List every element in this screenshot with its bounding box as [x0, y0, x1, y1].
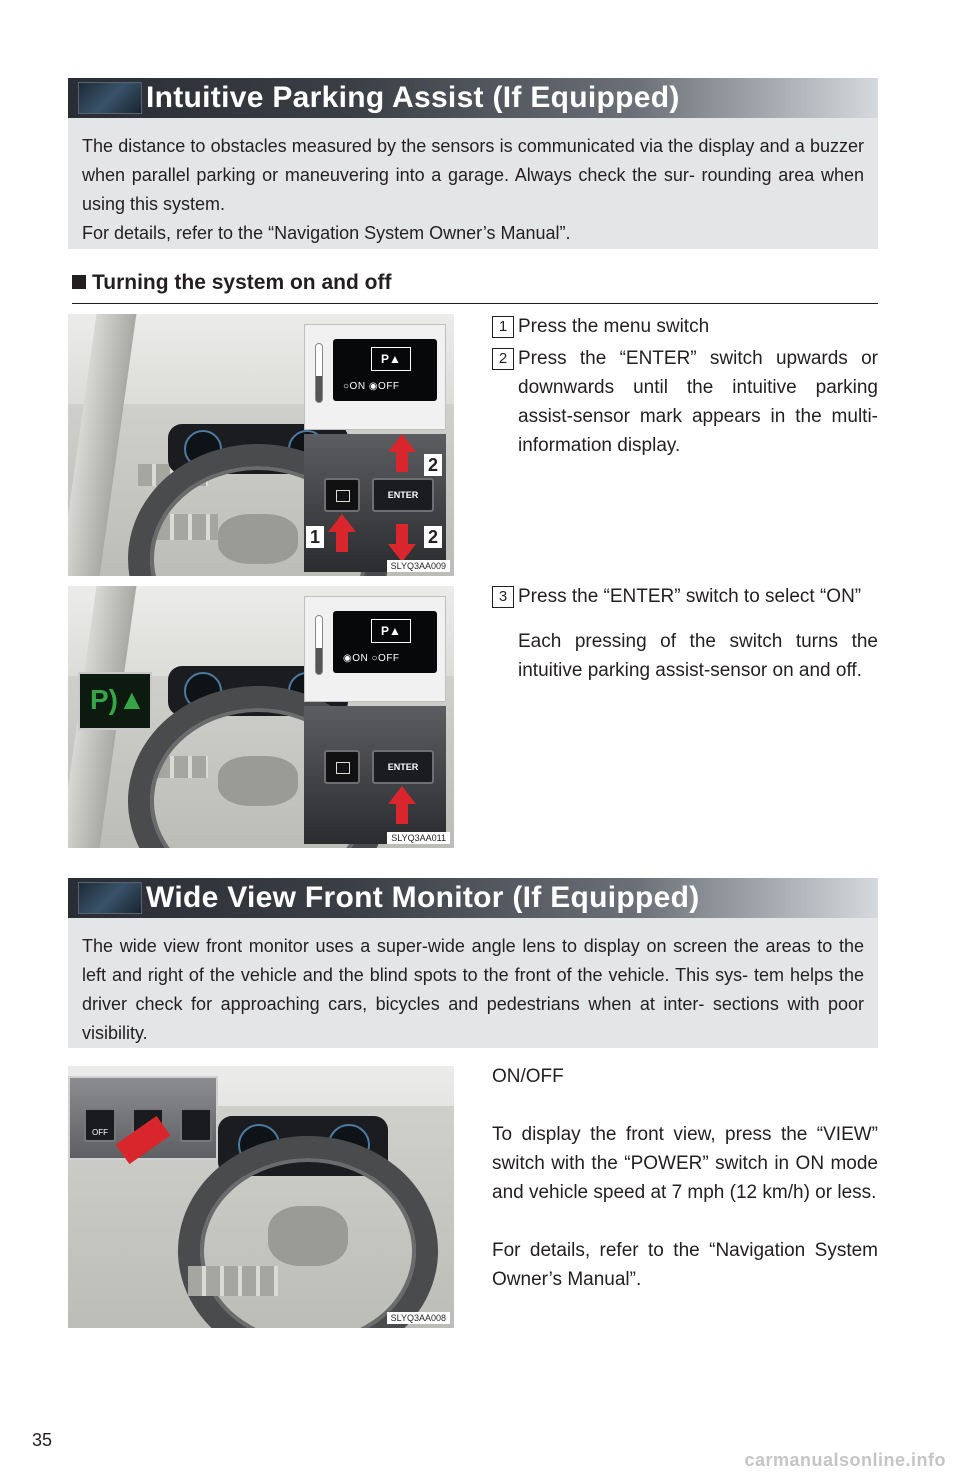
subheading-text: Turning the system on and off [92, 271, 392, 294]
parking-sensor-mark-icon: P▲ [371, 347, 411, 371]
section-header-parking-assist [68, 78, 878, 118]
intro-text: The wide view front monitor uses a super-wide angle lens to display on screen the areas to the left and right of the vehicle and the blind spots to the front of the vehicle. This sys- tem helps the driver check for approaching cars, bicycles and pedestrians when at inter- sections with poor visibility. [82, 936, 864, 1043]
section-header-wide-view [68, 878, 878, 918]
callout-number-2: 2 [424, 526, 442, 548]
figure-enter-on [68, 586, 454, 848]
wide-view-instructions [492, 1062, 878, 1294]
figure-code: SLYQ3AA008 [387, 1312, 450, 1324]
step-1 [492, 312, 878, 341]
step-3 [492, 582, 878, 685]
figure-code: SLYQ3AA009 [387, 560, 450, 572]
header-thumbnail [78, 882, 142, 914]
intro-box-wide-view [68, 918, 878, 1048]
step-number: 3 [492, 586, 514, 608]
display-onoff: ◉ON ○OFF [343, 653, 400, 664]
lexus-logo-icon [268, 1206, 348, 1266]
display-onoff: ○ON ◉OFF [343, 381, 400, 392]
section-title: Intuitive Parking Assist (If Equipped) [146, 81, 680, 114]
parking-sensor-mark-icon: P▲ [371, 619, 411, 643]
switch-panel [304, 434, 446, 572]
section-title: Wide View Front Monitor (If Equipped) [146, 881, 700, 914]
step-3-note: Each pressing of the switch turns the intuitive parking assist-sensor on and off. [518, 631, 878, 681]
display-callout [304, 324, 446, 430]
step-text: Press the “ENTER” switch upwards or downwards until the intuitive parking assist-sensor mark appears in the multi- information display. [518, 348, 878, 456]
page-number: 35 [32, 1430, 53, 1450]
callout-number-1: 1 [306, 526, 324, 548]
intro-text: The distance to obstacles measured by the sensors is communicated via the display and a buzzer when parallel parking or maneuvering into a garage. Always check the sur- rounding area when using this system. [82, 136, 864, 214]
step-text: Press the menu switch [518, 316, 710, 337]
intro-details-text: For details, refer to the “Navigation System Owner’s Manual”. [82, 223, 571, 243]
indicator-callout [78, 672, 152, 730]
callout-number-2: 2 [424, 454, 442, 476]
step-2 [492, 344, 878, 460]
intro-box-parking-assist [68, 118, 878, 249]
instruction-text: To display the front view, press the “VIEW” switch with the “POWER” switch in ON mode and vehicle speed at 7 mph (12 km/h) or less. [492, 1124, 878, 1203]
arrow-up-icon [388, 786, 416, 804]
figure-view-switch [68, 1066, 454, 1328]
bullet-square-icon [72, 275, 86, 289]
onoff-heading: ON/OFF [492, 1066, 564, 1087]
figure-code: SLYQ3AA011 [387, 832, 450, 844]
watermark: carmanualsonline.info [744, 1450, 946, 1470]
subheading [72, 268, 878, 304]
header-thumbnail [78, 82, 142, 114]
menu-switch[interactable] [324, 478, 360, 512]
switch-panel [304, 706, 446, 844]
details-text: For details, refer to the “Navigation System Owner’s Manual”. [492, 1240, 878, 1290]
figure-menu-enter-switch [68, 314, 454, 576]
step-number: 1 [492, 316, 514, 338]
arrow-up-icon [388, 434, 416, 452]
enter-switch[interactable]: ENTER [372, 750, 434, 784]
sensor-switch[interactable] [180, 1108, 212, 1142]
switch-callout [68, 1076, 218, 1160]
display-callout [304, 596, 446, 702]
parking-assist-indicator-icon: P)▲ [90, 684, 146, 715]
multi-info-display [333, 611, 437, 673]
enter-switch[interactable]: ENTER [372, 478, 434, 512]
arrow-up-icon [328, 514, 356, 532]
step-number: 2 [492, 348, 514, 370]
multi-info-display [333, 339, 437, 401]
off-switch[interactable]: OFF [84, 1108, 116, 1142]
menu-switch[interactable] [324, 750, 360, 784]
step-text: Press the “ENTER” switch to select “ON” [518, 586, 862, 607]
